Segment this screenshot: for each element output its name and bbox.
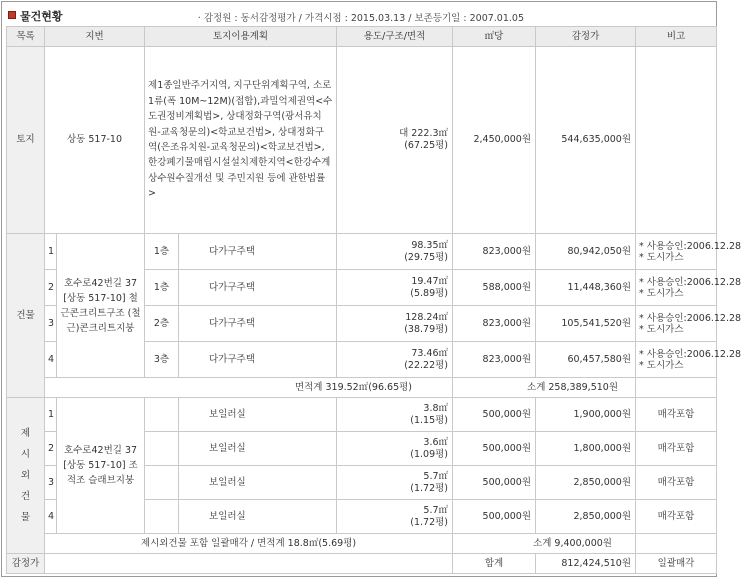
building-area-cell xyxy=(337,342,453,378)
building-no: 1 xyxy=(45,234,57,270)
total-label: 감정가 xyxy=(7,554,45,574)
building-floor: 3층 xyxy=(145,342,179,378)
excluded-area: 5.7㎡ xyxy=(423,470,449,482)
building-note xyxy=(636,306,741,342)
excluded-area-cell xyxy=(337,466,453,500)
approval-note: * 사용승인:2006.12.28 xyxy=(639,240,741,252)
building-unit-price: 823,000원 xyxy=(453,306,536,342)
excluded-label xyxy=(7,398,45,554)
excluded-label-char: 건 xyxy=(20,491,31,502)
land-row xyxy=(7,47,717,234)
building-label: 건물 xyxy=(7,234,45,398)
excluded-area-cell xyxy=(337,432,453,466)
land-pyeong: (67.25평) xyxy=(404,140,449,151)
approval-note: * 사용승인:2006.12.28 xyxy=(639,312,741,324)
building-row xyxy=(7,234,717,270)
excluded-area: 3.6㎡ xyxy=(423,436,449,448)
total-sum-label: 합계 xyxy=(453,554,536,574)
excluded-area: 5.7㎡ xyxy=(423,504,449,516)
land-unit-price: 2,450,000원 xyxy=(453,47,536,234)
excluded-note: 매각포함 xyxy=(636,398,717,432)
excluded-unit-price: 500,000원 xyxy=(453,398,536,432)
excluded-blank xyxy=(145,432,179,466)
building-area: 98.35㎡ xyxy=(411,239,449,251)
building-summary-row xyxy=(7,378,717,398)
excluded-pyeong: (1.72평) xyxy=(410,482,449,494)
excluded-area-cell xyxy=(337,398,453,432)
gas-note: * 도시가스 xyxy=(639,251,684,263)
col-area-header: 용도/구조/면적 xyxy=(337,27,453,47)
building-appraisal: 60,457,580원 xyxy=(536,342,636,378)
excluded-no: 4 xyxy=(45,500,57,534)
building-no: 2 xyxy=(45,270,57,306)
excluded-use: 보일러실 xyxy=(179,432,337,466)
land-appraisal: 544,635,000원 xyxy=(536,47,636,234)
building-no: 3 xyxy=(45,306,57,342)
gas-note: * 도시가스 xyxy=(639,359,684,371)
table-header-row xyxy=(7,27,717,47)
building-area-cell xyxy=(337,234,453,270)
land-area-cell xyxy=(337,47,453,234)
excluded-summary-row xyxy=(7,534,717,554)
building-area: 128.24㎡ xyxy=(405,311,449,323)
panel-title: 물건현황 xyxy=(20,10,63,23)
building-area: 19.47㎡ xyxy=(411,275,449,287)
land-jibun: 상동 517-10 xyxy=(45,47,145,234)
excluded-subtotal: 소계 9,400,000원 xyxy=(453,534,636,554)
land-note xyxy=(636,47,717,234)
bullet-icon xyxy=(8,11,16,19)
excluded-area-cell xyxy=(337,500,453,534)
excluded-row xyxy=(7,398,717,432)
col-unitprice-header: ㎡당 xyxy=(453,27,536,47)
gas-note: * 도시가스 xyxy=(639,323,684,335)
building-use: 다가구주택 xyxy=(179,342,337,378)
excluded-use: 보일러실 xyxy=(179,500,337,534)
excluded-pyeong: (1.09평) xyxy=(410,448,449,460)
excluded-use: 보일러실 xyxy=(179,398,337,432)
excluded-label-char: 물 xyxy=(20,512,31,523)
gas-note: * 도시가스 xyxy=(639,287,684,299)
building-appraisal: 11,448,360원 xyxy=(536,270,636,306)
building-summary-note xyxy=(636,378,717,398)
building-note xyxy=(636,342,741,378)
building-area-cell xyxy=(337,270,453,306)
land-area: 대 222.3㎡ xyxy=(399,128,449,139)
land-label: 토지 xyxy=(7,47,45,234)
excluded-unit-price: 500,000원 xyxy=(453,466,536,500)
excluded-appraisal: 1,900,000원 xyxy=(536,398,636,432)
excluded-blank xyxy=(145,500,179,534)
building-subtotal: 소계 258,389,510원 xyxy=(453,378,636,398)
excluded-note: 매각포함 xyxy=(636,466,717,500)
property-table xyxy=(6,26,741,574)
col-appraisal-header: 감정가 xyxy=(536,27,636,47)
excluded-label-char: 외 xyxy=(20,470,31,481)
excluded-no: 2 xyxy=(45,432,57,466)
col-jibun-header: 지번 xyxy=(45,27,145,47)
total-row xyxy=(7,554,717,574)
panel-header xyxy=(6,6,714,24)
total-spacer xyxy=(45,554,453,574)
excluded-appraisal: 2,850,000원 xyxy=(536,466,636,500)
excluded-label-char: 시 xyxy=(20,449,31,460)
excluded-label-char: 제 xyxy=(20,428,31,439)
excluded-appraisal: 1,800,000원 xyxy=(536,432,636,466)
excluded-pyeong: (1.72평) xyxy=(410,516,449,528)
col-remark-header: 비고 xyxy=(636,27,717,47)
building-desc: 호수로42번길 37 [상동 517-10] 철근콘크리트구조 (철근)콘크리트지붕 xyxy=(57,234,145,378)
building-floor: 1층 xyxy=(145,234,179,270)
excluded-unit-price: 500,000원 xyxy=(453,500,536,534)
excluded-desc: 호수로42번길 37 [상동 517-10] 조적조 슬래브지붕 xyxy=(57,398,145,534)
building-note xyxy=(636,234,741,270)
total-amount: 812,424,510원 xyxy=(536,554,636,574)
building-appraisal: 105,541,520원 xyxy=(536,306,636,342)
excluded-note: 매각포함 xyxy=(636,432,717,466)
excluded-area: 3.8㎡ xyxy=(423,402,449,414)
building-unit-price: 588,000원 xyxy=(453,270,536,306)
excluded-summary: 제시외건물 포함 일괄매각 / 면적계 18.8㎡(5.69평) xyxy=(45,534,453,554)
land-use-plan: 제1종일반주거지역, 지구단위계획구역, 소로1류(폭 10M~12M)(접합),과밀억제권역<수도권정비계획법>, 상대정화구역(광서유치원-교육청문의)<학교보건법>, 상대정화구역(은조유치원-교육청문의)<학교보건법>, 한강폐기물매립시설설치제한지역<한강수계 상수원수질개선 및 주민지원 등에 관한법률> xyxy=(145,47,337,234)
building-use: 다가구주택 xyxy=(179,270,337,306)
building-unit-price: 823,000원 xyxy=(453,342,536,378)
building-area: 73.46㎡ xyxy=(411,347,449,359)
building-use: 다가구주택 xyxy=(179,306,337,342)
building-pyeong: (5.89평) xyxy=(410,287,449,299)
building-floor: 2층 xyxy=(145,306,179,342)
col-list-header: 목록 xyxy=(7,27,45,47)
excluded-no: 3 xyxy=(45,466,57,500)
building-area-cell xyxy=(337,306,453,342)
property-status-panel xyxy=(1,1,741,577)
excluded-appraisal: 2,850,000원 xyxy=(536,500,636,534)
building-pyeong: (29.75평) xyxy=(404,251,449,263)
building-area-total: 면적계 319.52㎡(96.65평) xyxy=(45,378,453,398)
excluded-blank xyxy=(145,466,179,500)
total-note: 일괄매각 xyxy=(636,554,717,574)
building-appraisal: 80,942,050원 xyxy=(536,234,636,270)
approval-note: * 사용승인:2006.12.28 xyxy=(639,348,741,360)
excluded-unit-price: 500,000원 xyxy=(453,432,536,466)
appraisal-info: · 감정원 : 동서감정평가 / 가격시점 : 2015.03.13 / 보존등기일 : 2007.01.05 xyxy=(197,13,524,24)
building-note xyxy=(636,270,741,306)
col-landuse-header: 토지이용계획 xyxy=(145,27,337,47)
building-pyeong: (38.79평) xyxy=(404,323,449,335)
excluded-no: 1 xyxy=(45,398,57,432)
building-floor: 1층 xyxy=(145,270,179,306)
building-pyeong: (22.22평) xyxy=(404,359,449,371)
excluded-use: 보일러실 xyxy=(179,466,337,500)
building-use: 다가구주택 xyxy=(179,234,337,270)
excluded-summary-note xyxy=(636,534,717,554)
excluded-blank xyxy=(145,398,179,432)
building-no: 4 xyxy=(45,342,57,378)
approval-note: * 사용승인:2006.12.28 xyxy=(639,276,741,288)
building-unit-price: 823,000원 xyxy=(453,234,536,270)
excluded-note: 매각포함 xyxy=(636,500,717,534)
excluded-pyeong: (1.15평) xyxy=(410,414,449,426)
